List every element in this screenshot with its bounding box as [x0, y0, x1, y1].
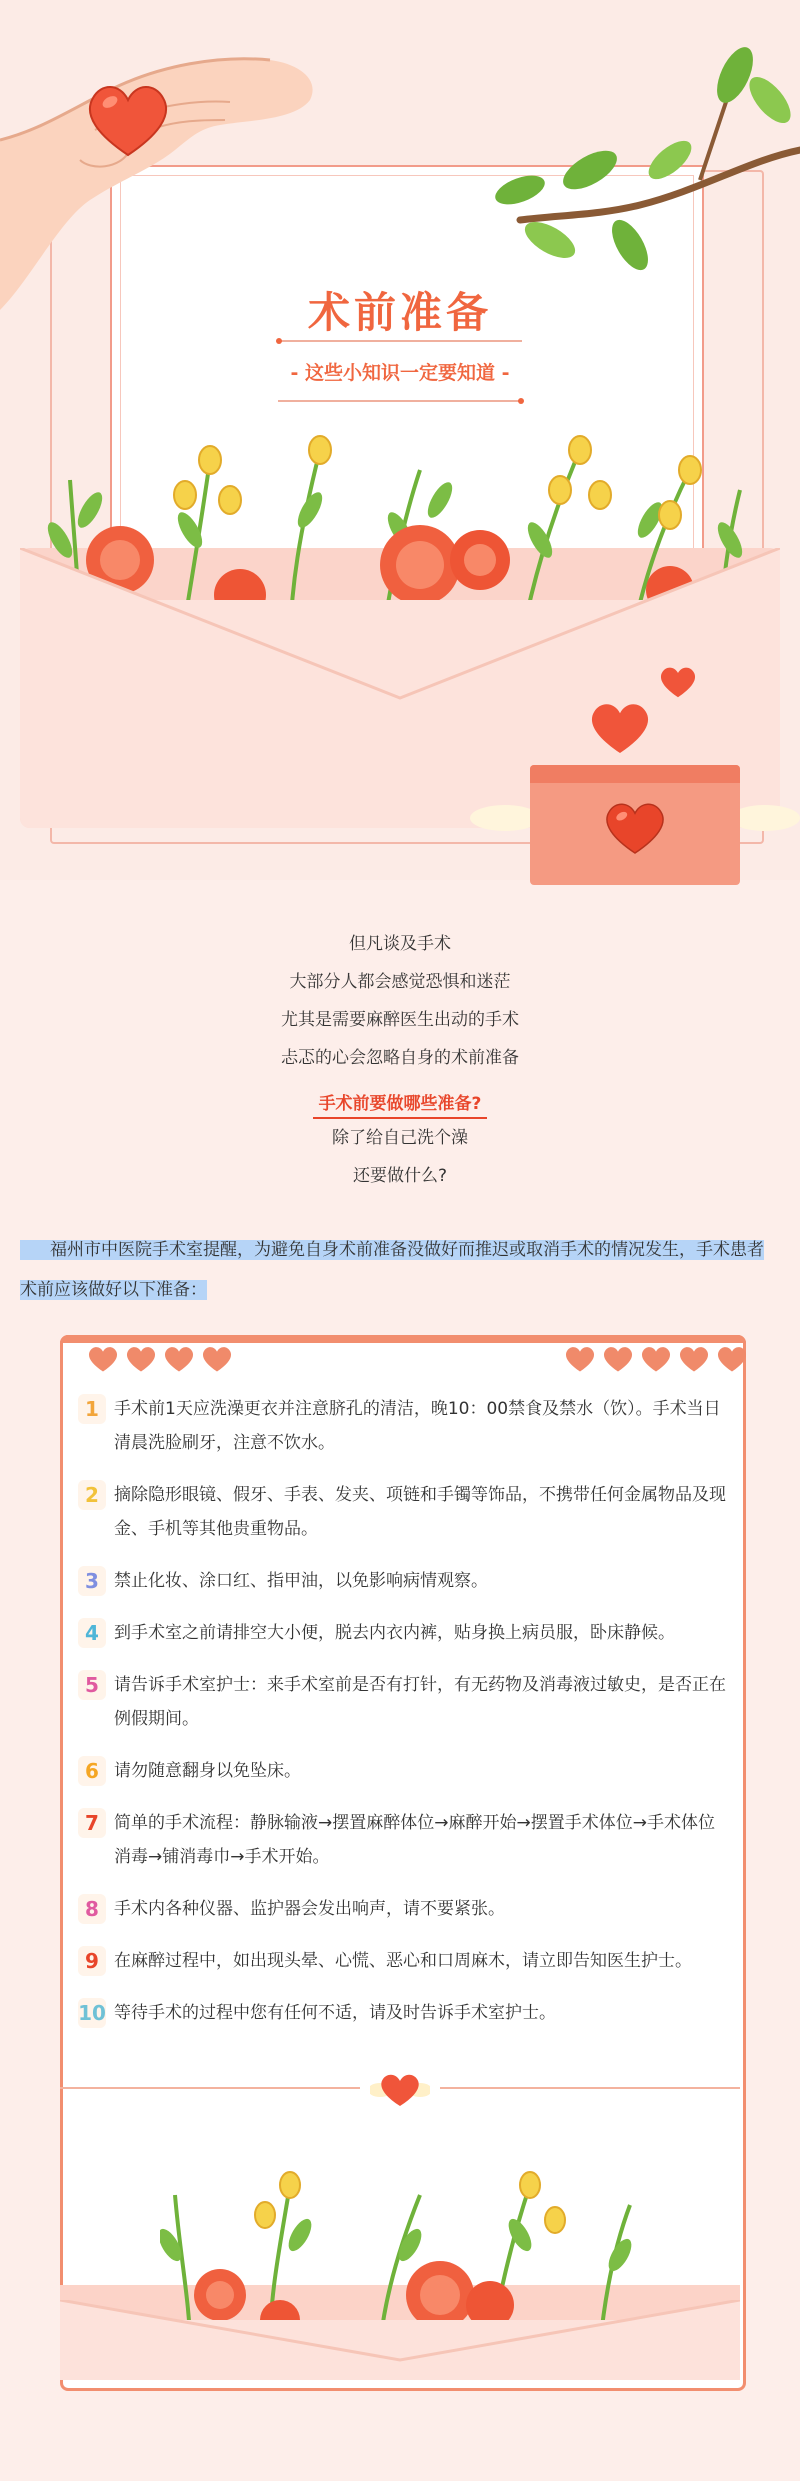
heart-icon — [88, 1345, 118, 1373]
mailbox-lid — [530, 765, 740, 783]
notice-text: 福州市中医院手术室提醒，为避免自身术前准备没做好而推迟或取消手术的情况发生，手术患者术前应该做好以下准备： — [20, 1240, 764, 1300]
heart-icon — [202, 1345, 232, 1373]
list-item — [78, 1944, 728, 1978]
intro-line: 忐忑的心会忽略自身的术前准备 — [281, 1048, 519, 1068]
heart-icon — [660, 665, 696, 699]
list-item — [78, 1564, 728, 1598]
intro-line: 除了给自己洗个澡 — [332, 1128, 468, 1148]
list-item — [78, 1478, 728, 1546]
heart-icon — [641, 1345, 671, 1373]
list-item — [78, 1892, 728, 1926]
heart-icon — [603, 1345, 633, 1373]
intro-question: 手术前要做哪些准备? — [313, 1089, 488, 1119]
winged-heart-icon — [370, 2070, 430, 2110]
intro-line: 还要做什么? — [352, 1166, 448, 1186]
number-badge: 5 — [78, 1670, 106, 1700]
number-badge: 2 — [78, 1480, 106, 1510]
list-item-text: 简单的手术流程：静脉输液→摆置麻醉体位→麻醉开始→摆置手术体位→手术体位消毒→铺消毒巾→手术开始。 — [114, 1813, 715, 1867]
list-item-text: 手术内各种仪器、监护器会发出响声，请不要紧张。 — [114, 1899, 505, 1919]
wing-right — [730, 805, 800, 831]
checklist — [78, 1392, 728, 2048]
intro-text — [0, 925, 800, 1195]
intro-line: 尤其是需要麻醉医生出动的手术 — [281, 1010, 519, 1030]
list-item-text: 手术前1天应洗澡更衣并注意脐孔的清洁，晚10：00禁食及禁水（饮）。手术当日清晨洗脸刷牙，注意不饮水。 — [114, 1399, 721, 1453]
title-dot — [276, 338, 282, 344]
number-badge: 1 — [78, 1394, 106, 1424]
page-subtitle: - 这些小知识一定要知道 - — [290, 362, 510, 384]
number-badge: 9 — [78, 1946, 106, 1976]
hero-banner — [0, 0, 800, 880]
hospital-notice — [20, 1230, 780, 1310]
list-item-text: 在麻醉过程中，如出现头晕、心慌、恶心和口周麻木，请立即告知医生护士。 — [114, 1951, 692, 1971]
list-item — [78, 1392, 728, 1460]
number-badge: 8 — [78, 1894, 106, 1924]
heart-row-left — [88, 1345, 232, 1373]
envelope-flap — [60, 2300, 740, 2380]
list-item-text: 摘除隐形眼镜、假牙、手表、发夹、项链和手镯等饰品，不携带任何金属物品及现金、手机等其他贵重物品。 — [114, 1485, 726, 1539]
heart-icon — [590, 700, 650, 756]
page-title: 术前准备 — [307, 288, 492, 337]
number-badge: 7 — [78, 1808, 106, 1838]
intro-line: 大部分人都会感觉恐惧和迷茫 — [289, 972, 511, 992]
number-badge: 6 — [78, 1756, 106, 1786]
card-top-band — [60, 1335, 746, 1343]
title-divider-bottom — [278, 400, 522, 402]
number-badge: 10 — [78, 1998, 106, 2028]
title-divider-top — [278, 340, 522, 342]
list-item — [78, 1668, 728, 1736]
leaf-branch-icon — [480, 40, 800, 290]
heart-icon — [565, 1345, 595, 1373]
title-dot — [518, 398, 524, 404]
intro-line: 但凡谈及手术 — [349, 934, 451, 954]
heart-icon — [717, 1345, 747, 1373]
envelope-flap — [20, 548, 780, 748]
list-item-text: 等待手术的过程中您有任何不适，请及时告诉手术室护士。 — [114, 2003, 556, 2023]
number-badge: 4 — [78, 1618, 106, 1648]
list-item — [78, 1616, 728, 1650]
hand-heart-icon — [0, 20, 330, 320]
divider-left — [60, 2087, 360, 2089]
number-badge: 3 — [78, 1566, 106, 1596]
list-item-text: 请勿随意翻身以免坠床。 — [114, 1761, 301, 1781]
list-item-text: 请告诉手术室护士：来手术室前是否有打针，有无药物及消毒液过敏史，是否正在例假期间。 — [114, 1675, 726, 1729]
heart-icon — [164, 1345, 194, 1373]
list-item-text: 禁止化妆、涂口红、指甲油，以免影响病情观察。 — [114, 1571, 488, 1591]
heart-icon — [126, 1345, 156, 1373]
list-item — [78, 1996, 728, 2030]
heart-row-right — [565, 1345, 747, 1373]
list-item — [78, 1806, 728, 1874]
divider-right — [440, 2087, 740, 2089]
list-item — [78, 1754, 728, 1788]
heart-icon — [679, 1345, 709, 1373]
list-item-text: 到手术室之前请排空大小便，脱去内衣内裤，贴身换上病员服，卧床静候。 — [114, 1623, 675, 1643]
heart-icon — [605, 800, 665, 856]
